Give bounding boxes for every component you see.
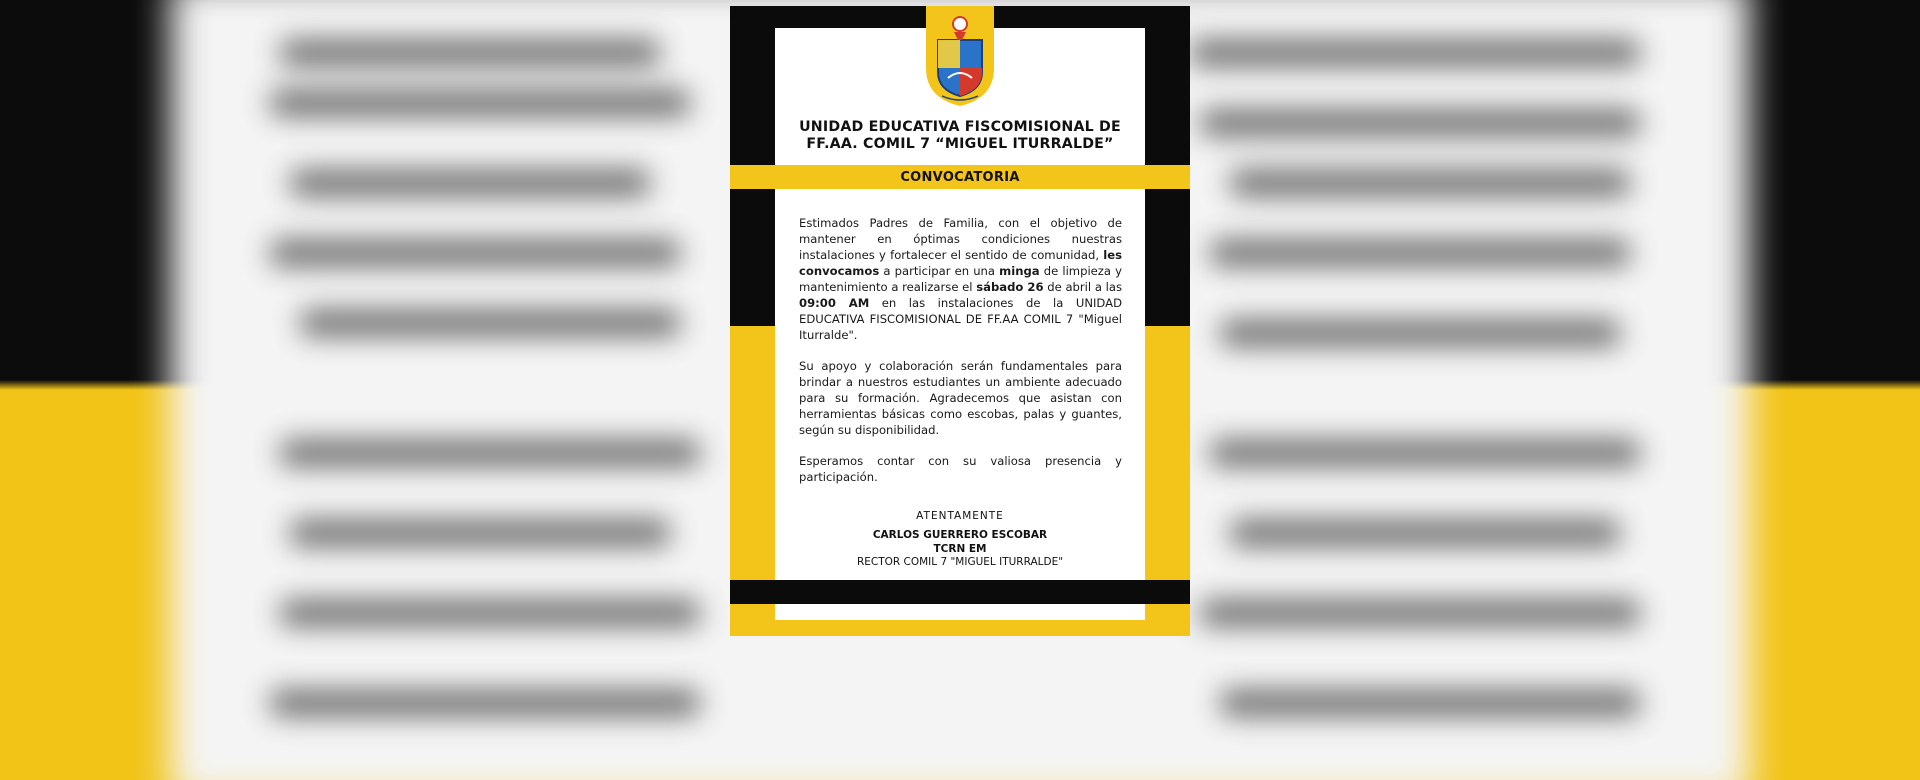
background-blur-line	[270, 90, 690, 116]
signer-rank: TCRN EM	[933, 543, 987, 555]
announcement-flyer	[730, 6, 1190, 636]
background-blur-line	[280, 40, 660, 66]
closing-salutation: ATENTAMENTE	[916, 510, 1004, 522]
background-blur-line	[1230, 170, 1630, 196]
paragraph-text: de abril a las	[1043, 280, 1122, 294]
background-blur-line	[1210, 240, 1630, 266]
background-blur-line	[290, 170, 650, 196]
paragraph-invitation	[799, 215, 1122, 343]
background-blur-line	[1190, 40, 1640, 66]
background-blur-line	[280, 440, 700, 466]
paragraph-support: Su apoyo y colaboración serán fundamentales para brindar a nuestros estudiantes un ambiente adecuado para su formación. Agradecemos que asistan con herramientas básicas como escobas, palas y guantes, según su disponibilidad.	[799, 359, 1122, 437]
paragraph-emphasis: les convocamos	[799, 248, 1122, 278]
background-blur-line	[300, 310, 680, 336]
paragraph-text: de limpieza y mantenimiento a realizarse el	[799, 264, 1122, 294]
bottom-black-band	[730, 580, 1190, 604]
background-blur-line	[1200, 110, 1640, 136]
background-blur-line	[270, 240, 680, 266]
background-blur-line	[290, 520, 670, 546]
background-blur-line	[1210, 440, 1640, 466]
signer-name: CARLOS GUERRERO ESCOBAR	[872, 529, 1048, 541]
section-label: CONVOCATORIA	[900, 169, 1020, 185]
school-crest-shield-icon	[924, 6, 996, 106]
paragraph-emphasis: minga	[999, 264, 1040, 278]
organization-title-line1: UNIDAD EDUCATIVA FISCOMISIONAL DE	[799, 119, 1121, 135]
organization-title	[775, 119, 1145, 153]
paragraph-text: en las instalaciones de la UNIDAD EDUCATIVA FISCOMISIONAL DE FF.AA COMIL 7 "Miguel Iturralde".	[799, 296, 1122, 342]
paragraph-emphasis: 09:00 AM	[799, 296, 870, 310]
organization-title-line2: FF.AA. COMIL 7 “MIGUEL ITURRALDE”	[806, 136, 1114, 152]
paragraph-text: Estimados Padres de Familia, con el objetivo de mantener en óptimas condiciones nuestras instalaciones y fortalecer el sentido de comunidad,	[799, 216, 1122, 262]
signer-role: RECTOR COMIL 7 "MIGUEL ITURRALDE"	[856, 556, 1064, 568]
background-blur-line	[270, 690, 700, 716]
convocatoria-band	[730, 165, 1190, 189]
paragraph-closing: Esperamos contar con su valiosa presencia y participación.	[799, 454, 1122, 484]
background-blur-line	[1230, 520, 1620, 546]
background-blur-line	[1220, 690, 1640, 716]
background-blur-line	[1220, 320, 1620, 346]
background-blur-line	[1200, 600, 1640, 626]
paragraph-text: a participar en una	[879, 264, 1000, 278]
paragraph-emphasis: sábado 26	[976, 280, 1044, 294]
background-blur-line	[280, 600, 700, 626]
